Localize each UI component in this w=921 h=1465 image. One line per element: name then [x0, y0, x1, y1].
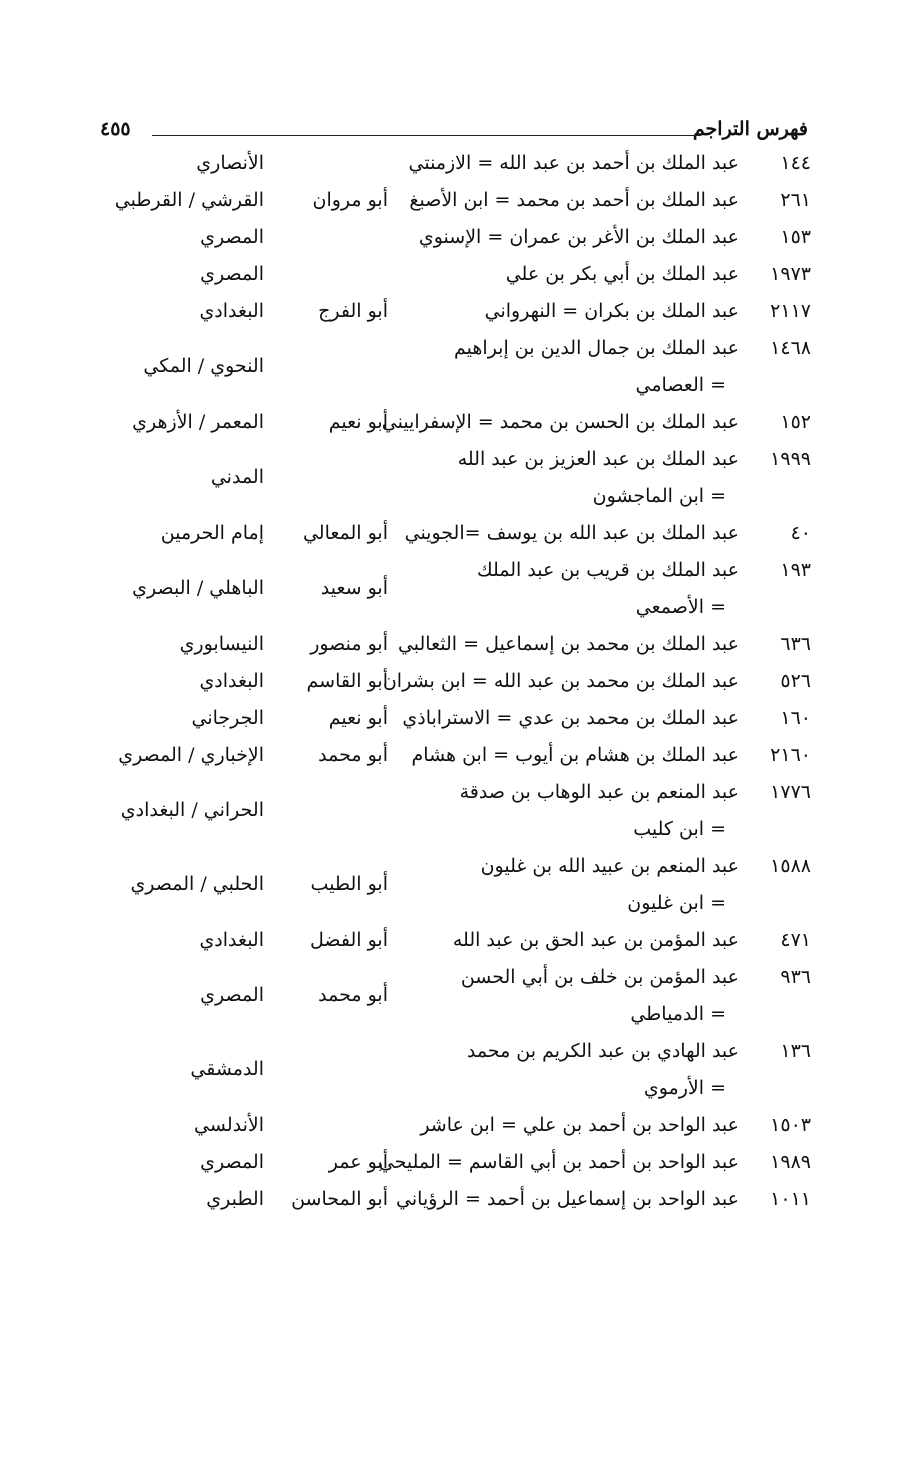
- entry-name-continuation: = الأصمعي: [635, 596, 726, 618]
- entry-number: ٢١٦٠: [770, 744, 811, 766]
- entry-kunya: أبو محمد: [318, 744, 388, 766]
- index-entry: [0, 1147, 921, 1184]
- entry-name-continuation: = الدمياطي: [630, 1003, 726, 1025]
- page-number: ٤٥٥: [100, 118, 131, 140]
- entry-nisba: الأندلسي: [194, 1114, 264, 1136]
- index-entry: [0, 925, 921, 962]
- entry-name: عبد الملك بن الحسن بن محمد = الإسفراييني: [381, 411, 739, 433]
- entry-number: ١٩٩٩: [770, 448, 811, 470]
- entry-line: [0, 1184, 921, 1221]
- entry-number: ١٠١١: [770, 1188, 811, 1210]
- entry-kunya: أبو منصور: [310, 633, 388, 655]
- entry-name-continuation: = الأرموي: [643, 1077, 726, 1099]
- entry-line: [0, 296, 921, 333]
- entry-name: عبد المؤمن بن عبد الحق بن عبد الله: [452, 929, 739, 951]
- entry-line: [0, 555, 921, 599]
- entry-name: عبد المنعم بن عبد الوهاب بن صدقة: [459, 781, 739, 803]
- entry-nisba: البغدادي: [199, 670, 264, 692]
- entry-line: [0, 888, 921, 925]
- entry-name: عبد المؤمن بن خلف بن أبي الحسن: [460, 966, 739, 988]
- index-entry: [0, 518, 921, 555]
- entry-name: عبد الملك بن قريب بن عبد الملك: [476, 559, 739, 581]
- entry-line: [0, 814, 921, 851]
- entry-number: ١٦٠: [780, 707, 811, 729]
- entry-nisba: الباهلي / البصري: [132, 577, 264, 599]
- entry-number: ٢١١٧: [770, 300, 811, 322]
- entry-line: [0, 962, 921, 1006]
- index-entry: [0, 1036, 921, 1110]
- index-entry: [0, 296, 921, 333]
- entry-number: ٥٢٦: [780, 670, 811, 692]
- entry-name: عبد الملك بن محمد بن عدي = الاستراباذي: [402, 707, 739, 729]
- entry-kunya: أبو سعيد: [320, 577, 388, 599]
- entry-name: عبد الملك بن الأغر بن عمران = الإسنوي: [418, 226, 739, 248]
- entry-kunya: أبو الطيب: [310, 873, 388, 895]
- index-entry: [0, 629, 921, 666]
- entry-number: ٢٦١: [780, 189, 811, 211]
- entry-line: [0, 740, 921, 777]
- entry-nisba: المصري: [200, 263, 264, 285]
- entry-line: [0, 259, 921, 296]
- index-entry: [0, 851, 921, 925]
- entry-kunya: أبو المعالي: [302, 522, 388, 544]
- entry-nisba: الإخباري / المصري: [118, 744, 264, 766]
- entry-nisba: النحوي / المكي: [143, 355, 264, 377]
- index-entry: [0, 666, 921, 703]
- entry-line: [0, 444, 921, 488]
- entry-number: ١٩٨٩: [770, 1151, 811, 1173]
- entry-number: ٦٣٦: [780, 633, 811, 655]
- entry-name: عبد الملك بن عبد العزيز بن عبد الله: [457, 448, 739, 470]
- entry-nisba: المدني: [210, 466, 264, 488]
- index-entry: [0, 962, 921, 1036]
- entry-number: ١٤٦٨: [770, 337, 811, 359]
- entry-line: [0, 777, 921, 821]
- index-entry: [0, 444, 921, 518]
- entry-line: [0, 518, 921, 555]
- entry-name: عبد الملك بن بكران = النهرواني: [484, 300, 739, 322]
- entry-number: ٩٣٦: [780, 966, 811, 988]
- entry-line: [0, 333, 921, 377]
- running-title: فهرس التراجم: [692, 118, 808, 140]
- entry-nisba: النيسابوري: [179, 633, 264, 655]
- entry-nisba: المصري: [200, 226, 264, 248]
- entry-line: [0, 925, 921, 962]
- entry-number: ١٩٣: [780, 559, 811, 581]
- entry-name: عبد الملك بن هشام بن أيوب = ابن هشام: [411, 744, 739, 766]
- entry-name: عبد المنعم بن عبيد الله بن غليون: [480, 855, 739, 877]
- entry-line: [0, 222, 921, 259]
- entry-name: عبد الملك بن أبي بكر بن علي: [505, 263, 739, 285]
- entry-nisba: الأنصاري: [196, 152, 264, 174]
- entry-line: [0, 1110, 921, 1147]
- entry-kunya: أبو الفضل: [310, 929, 388, 951]
- index-entry: [0, 222, 921, 259]
- entry-nisba: البغدادي: [199, 929, 264, 951]
- entry-line: [0, 407, 921, 444]
- entry-kunya: أبو المحاسن: [291, 1188, 388, 1210]
- entry-name: عبد الملك بن جمال الدين بن إبراهيم: [454, 337, 739, 359]
- index-entry: [0, 259, 921, 296]
- entry-kunya: أبو نعيم: [328, 707, 388, 729]
- entry-number: ١٣٦: [780, 1040, 811, 1062]
- entry-number: ١٥٢: [780, 411, 811, 433]
- entry-nisba: المصري: [200, 1151, 264, 1173]
- index-entry: [0, 703, 921, 740]
- entry-nisba: الجرجاني: [191, 707, 264, 729]
- biography-index-list: [0, 148, 921, 1221]
- entry-line: [0, 1073, 921, 1110]
- header-rule: [152, 135, 700, 136]
- entry-name: عبد الواحد بن إسماعيل بن أحمد = الرؤياني: [396, 1188, 739, 1210]
- entry-line: [0, 666, 921, 703]
- entry-kunya: أبو محمد: [318, 984, 388, 1006]
- entry-kunya: أبو القاسم: [306, 670, 388, 692]
- entry-name-continuation: = العصامي: [635, 374, 726, 396]
- index-entry: [0, 185, 921, 222]
- page-header: [100, 118, 808, 148]
- entry-name: عبد الواحد بن أحمد بن علي = ابن عاشر: [420, 1114, 739, 1136]
- index-entry: [0, 148, 921, 185]
- entry-name: عبد الهادي بن عبد الكريم بن محمد: [466, 1040, 739, 1062]
- entry-name-continuation: = ابن كليب: [633, 818, 726, 840]
- entry-line: [0, 592, 921, 629]
- index-entry: [0, 777, 921, 851]
- entry-kunya: أبو مروان: [312, 189, 388, 211]
- entry-nisba: المصري: [200, 984, 264, 1006]
- entry-name: عبد الملك بن أحمد بن محمد = ابن الأصبغ: [409, 189, 739, 211]
- entry-name-continuation: = ابن غليون: [627, 892, 726, 914]
- entry-nisba: الطبري: [206, 1188, 264, 1210]
- index-entry: [0, 407, 921, 444]
- entry-kunya: أبو نعيم: [328, 411, 388, 433]
- entry-number: ١٩٧٣: [770, 263, 811, 285]
- entry-number: ٤٠: [790, 522, 811, 544]
- entry-nisba: القرشي / القرطبي: [114, 189, 264, 211]
- entry-kunya: أبو عمر: [328, 1151, 388, 1173]
- entry-nisba: البغدادي: [199, 300, 264, 322]
- entry-number: ١٤٤: [780, 152, 811, 174]
- entry-name: عبد الواحد بن أحمد بن أبي القاسم = المليحي: [378, 1151, 739, 1173]
- entry-name: عبد الملك بن محمد بن عبد الله = ابن بشران: [382, 670, 739, 692]
- entry-name: عبد الملك بن عبد الله بن يوسف =الجويني: [404, 522, 739, 544]
- index-entry: [0, 333, 921, 407]
- entry-kunya: أبو الفرج: [318, 300, 388, 322]
- entry-name: عبد الملك بن أحمد بن عبد الله = الازمنتي: [408, 152, 739, 174]
- entry-line: [0, 148, 921, 185]
- entry-line: [0, 999, 921, 1036]
- entry-line: [0, 1036, 921, 1080]
- index-entry: [0, 555, 921, 629]
- entry-number: ١٥٨٨: [770, 855, 811, 877]
- entry-name: عبد الملك بن محمد بن إسماعيل = الثعالبي: [397, 633, 739, 655]
- entry-nisba: المعمر / الأزهري: [132, 411, 264, 433]
- entry-number: ١٥٠٣: [770, 1114, 811, 1136]
- entry-number: ٤٧١: [780, 929, 811, 951]
- index-entry: [0, 740, 921, 777]
- entry-line: [0, 481, 921, 518]
- entry-number: ١٥٣: [780, 226, 811, 248]
- index-entry: [0, 1110, 921, 1147]
- entry-nisba: الدمشقي: [190, 1058, 264, 1080]
- entry-name-continuation: = ابن الماجشون: [592, 485, 726, 507]
- entry-nisba: الحراني / البغدادي: [120, 799, 264, 821]
- entry-line: [0, 1147, 921, 1184]
- index-entry: [0, 1184, 921, 1221]
- entry-nisba: إمام الحرمين: [160, 522, 264, 544]
- entry-line: [0, 629, 921, 666]
- entry-line: [0, 370, 921, 407]
- entry-line: [0, 185, 921, 222]
- entry-nisba: الحلبي / المصري: [130, 873, 264, 895]
- entry-line: [0, 851, 921, 895]
- entry-line: [0, 703, 921, 740]
- entry-number: ١٧٧٦: [770, 781, 811, 803]
